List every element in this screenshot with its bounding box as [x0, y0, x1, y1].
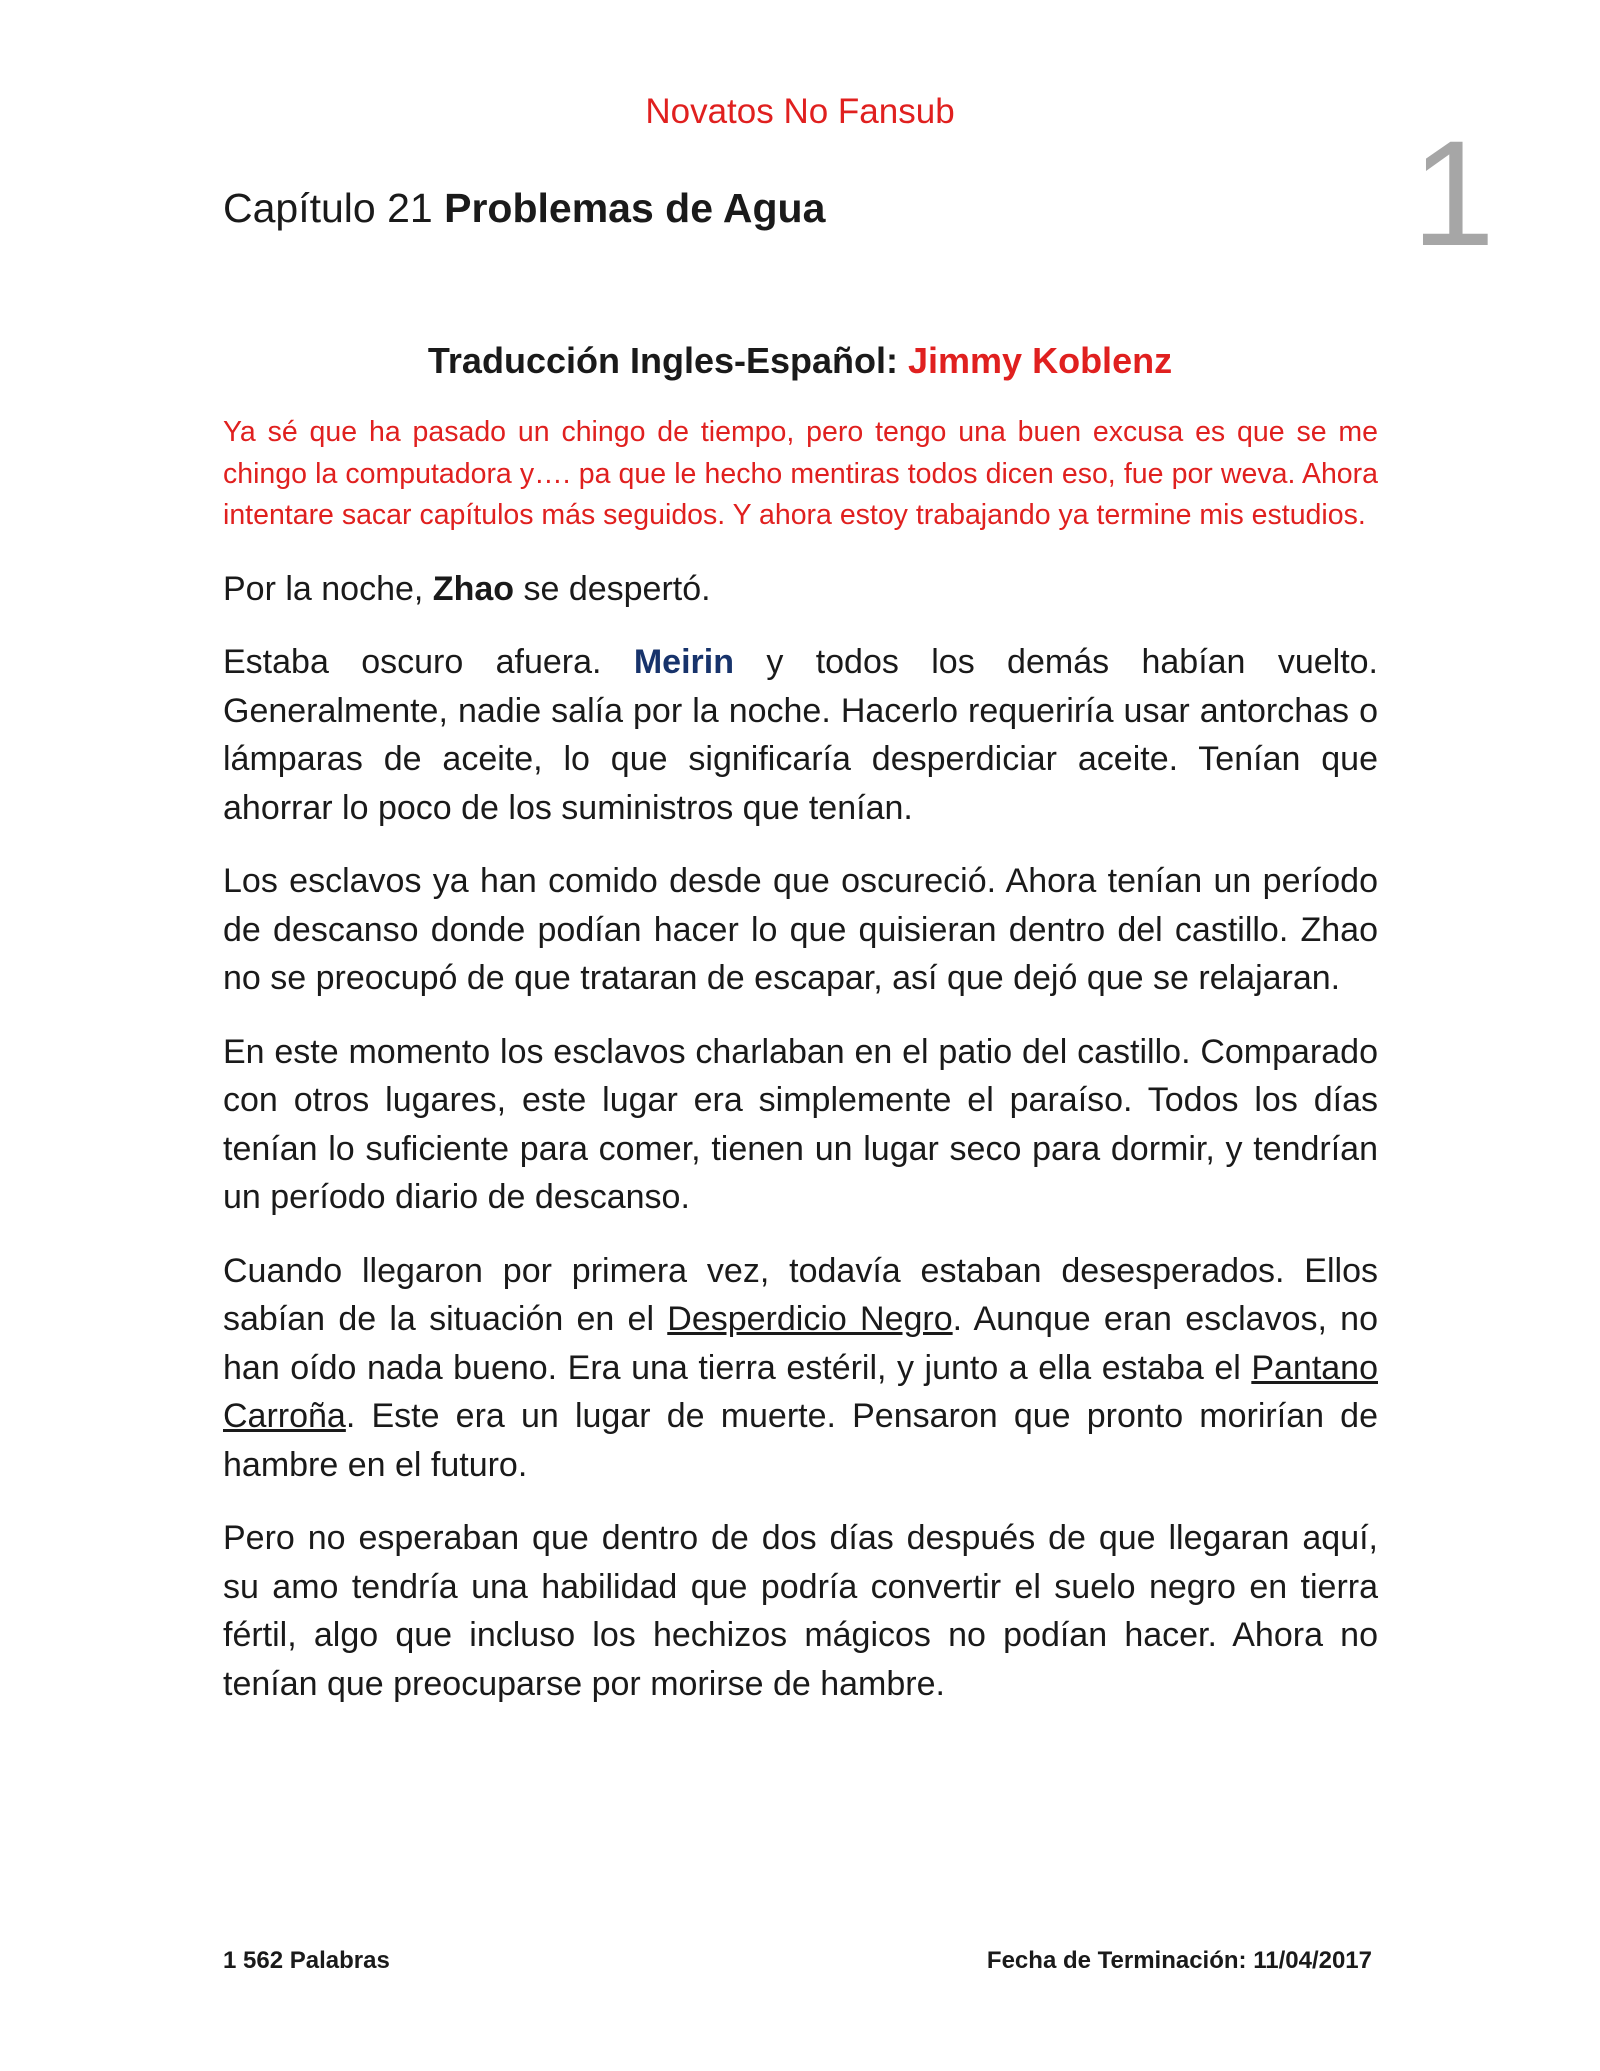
paragraph-text: Estaba oscuro afuera.	[223, 643, 634, 681]
paragraph-text: y todos los demás habían vuelto. Generalmente, nadie salía por la noche. Hacerlo requeriría usar antorchas o lámparas de aceite, lo que significaría desperdiciar aceite. Tenían que ahorrar lo poco de los suministros que tenían.	[223, 643, 1378, 827]
translation-label: Traducción Ingles-Español:	[427, 340, 898, 381]
character-name-meirin: Meirin	[633, 643, 734, 681]
translator-note: Ya sé que ha pasado un chingo de tiempo, pero tengo una buen excusa es que se me chingo la computadora y…. pa que le hecho mentiras todos dicen eso, fue por weva. Ahora intentare sacar capítulos más seguidos. Y ahora estoy trabajando ya termine mis estudios.	[223, 416, 1378, 531]
translator-name: Jimmy Koblenz	[908, 340, 1173, 381]
place-name-desperdicio-negro: Desperdicio Negro	[667, 1300, 953, 1338]
paragraph-text: . Este era un lugar de muerte. Pensaron que pronto morirían de hambre en el futuro.	[223, 1397, 1378, 1484]
completion-date: Fecha de Terminación: 11/04/2017	[986, 1947, 1372, 1974]
chapter-heading	[223, 185, 825, 232]
character-name-zhao: Zhao	[432, 569, 515, 608]
paragraph-2	[223, 638, 1378, 832]
word-count: 1 562 Palabras	[223, 1947, 390, 1974]
translation-credit	[0, 340, 1600, 382]
paragraph-text: . Aunque eran esclavos, no han oído nada bueno. Era una tierra estéril, y junto a ella estaba el	[223, 1300, 1378, 1387]
paragraph-1	[223, 565, 1378, 614]
document-body	[223, 412, 1378, 1733]
place-name-pantano-carrona: Pantano Carroña	[223, 1348, 1378, 1435]
paragraph-5	[223, 1247, 1378, 1490]
paragraph-text: Por la noche,	[223, 569, 433, 608]
page-number: 1	[1411, 109, 1495, 277]
paragraph-6: Pero no esperaban que dentro de dos días después de que llegaran aquí, su amo tendría una habilidad que podría convertir el suelo negro en tierra fértil, algo que incluso los hechizos mágicos no podían hacer. Ahora no tenían que preocuparse por morirse de hambre.	[223, 1519, 1378, 1703]
paragraph-4: En este momento los esclavos charlaban en el patio del castillo. Comparado con otros lugares, este lugar era simplemente el paraíso. Todos los días tenían lo suficiente para comer, tienen un lugar seco para dormir, y tendrían un período diario de descanso.	[223, 1032, 1378, 1216]
paragraph-3: Los esclavos ya han comido desde que oscureció. Ahora tenían un período de descanso donde podían hacer lo que quisieran dentro del castillo. Zhao no se preocupó de que trataran de escapar, así que dejó que se relajaran.	[223, 862, 1378, 997]
chapter-label: Capítulo 21	[223, 185, 433, 231]
chapter-title: Problemas de Agua	[444, 185, 826, 231]
paragraph-text: se despertó.	[514, 569, 711, 608]
fansub-group-name: Novatos No Fansub	[645, 92, 955, 131]
paragraph-text: Cuando llegaron por primera vez, todavía estaban desesperados. Ellos sabían de la situación en el	[223, 1251, 1378, 1338]
